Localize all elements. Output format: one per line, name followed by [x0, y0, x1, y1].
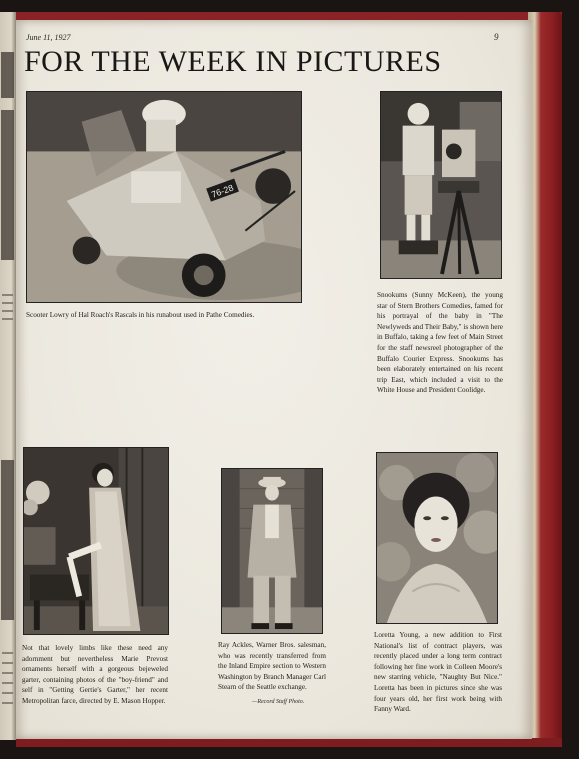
page-number: 9: [494, 32, 499, 42]
photo-credit: —Record Staff Photo.: [252, 699, 305, 705]
snookums-photo: [380, 91, 502, 279]
license-plate-text: 76-28: [209, 182, 235, 200]
page-title: FOR THE WEEK IN PICTURES: [24, 45, 442, 78]
loretta-young-photo: [376, 452, 498, 624]
scooter-lowry-caption: Scooter Lowry of Hal Roach's Rascals in his runabout used in Pathe Comedies.: [26, 311, 255, 319]
loretta-young-caption: Loretta Young, a new addition to First National's list of contract players, was recently placed under a long term contract following her fine work in Colleen Moore's new starring vehicle, "Naughty But Nice." Loretta has been in pictures since she was four years old, her first work being with Fanny Ward.: [374, 631, 502, 714]
marie-prevost-photo: [23, 447, 169, 635]
issue-date: June 11, 1927: [26, 33, 71, 42]
ray-ackles-photo: [221, 468, 323, 634]
snookums-caption: Snookums (Sunny McKeen), the young star of Stern Brothers Comedies, famed for his portrayal of the baby in "The Newlyweds and Their Baby," is shown here in Buffalo, taking a few feet of Main Street for the staff newsreel photographer of the Buffalo Courier Express. Snookums has been elaborately entertained on his recent trip East, which included a visit to the White House and President Coolidge.: [377, 291, 503, 395]
magazine-page: [16, 20, 532, 739]
ray-ackles-caption: Ray Ackles, Warner Bros. salesman, who was recently transferred from the Inland Empire section to Western Washington by Branch Manager Carl Stearn of the Seattle exchange.: [218, 641, 326, 692]
scooter-lowry-photo: [26, 91, 302, 303]
book-cover-edge: [528, 12, 562, 747]
binding-bottom-edge: [16, 738, 562, 747]
previous-page-edge: [0, 12, 16, 740]
marie-prevost-caption: Not that lovely limbs like these need any adornment but nevertheless Marie Prevost ornaments herself with a gorgeous bejeweled garter, containing photos of the "boy-friend" and self in "Getting Gertie's Garter," her recent Metropolitan farce, directed by E. Mason Hopper.: [22, 644, 168, 705]
